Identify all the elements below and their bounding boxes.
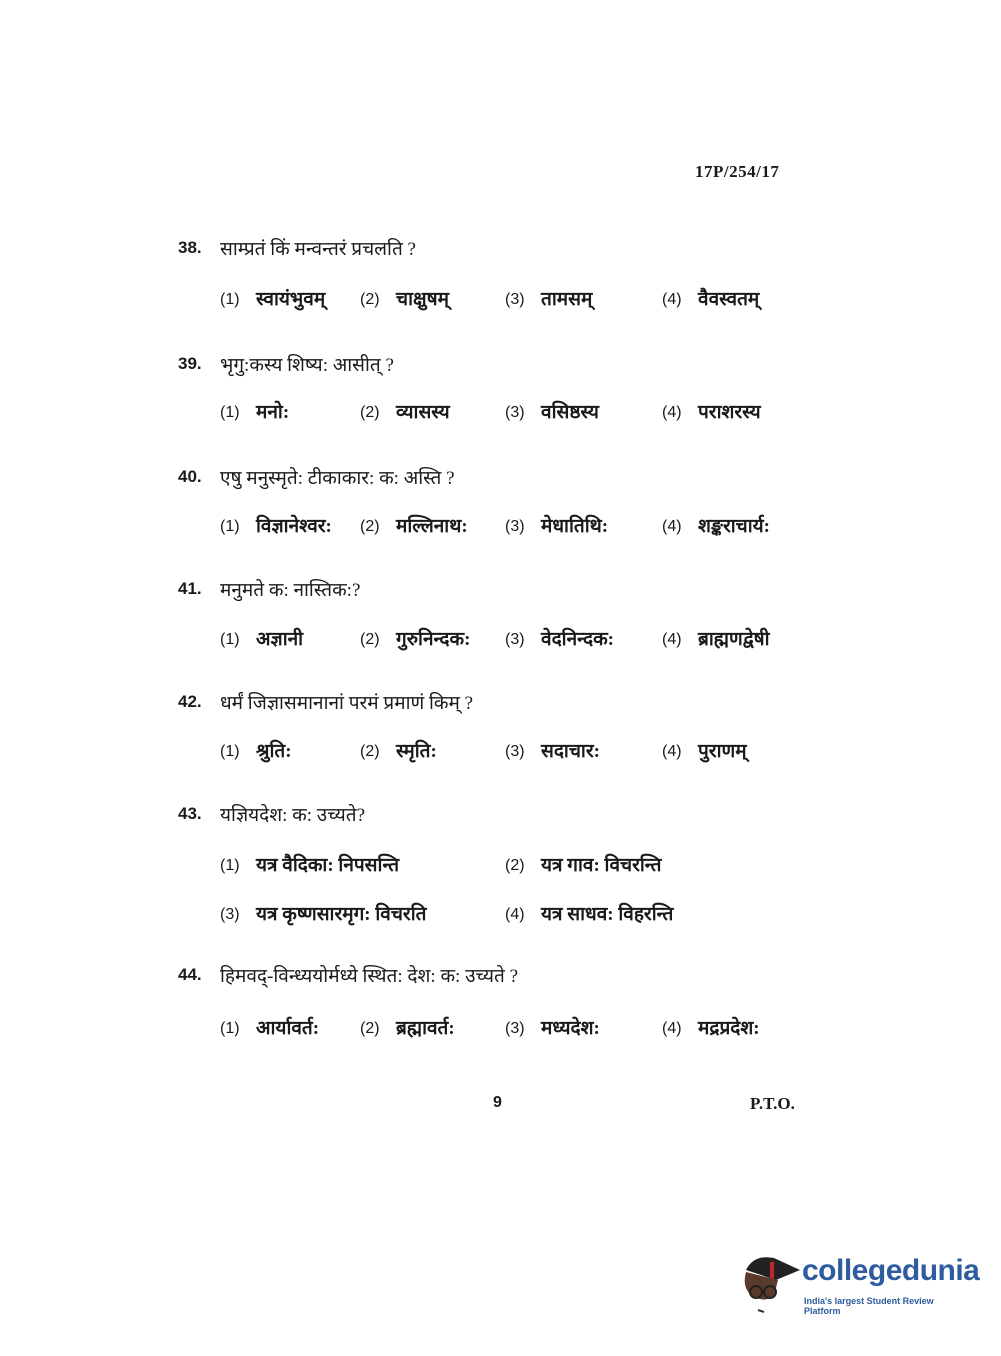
option-text: स्वायंभुवम् [256, 289, 326, 310]
option-text: पराशरस्य [698, 402, 761, 423]
option-text: मध्यदेश: [541, 1018, 600, 1039]
option-text: वैवस्वतम् [698, 289, 760, 310]
option-number: (2) [360, 743, 380, 760]
option-text: मल्लिनाथ: [396, 516, 468, 537]
option-text: यत्र कृष्णसारमृग: विचरति [256, 904, 427, 925]
option-number: (1) [220, 518, 240, 535]
brand-name: collegedunia [802, 1254, 980, 1287]
option [505, 401, 599, 423]
option-number: (1) [220, 631, 240, 648]
option [505, 288, 593, 310]
question-number: 39. [178, 354, 202, 373]
option [220, 740, 292, 762]
option [220, 903, 427, 925]
question-text: भृगु:कस्य शिष्य: आसीत् ? [220, 355, 394, 376]
option [662, 740, 747, 762]
option-text: वसिष्ठस्य [541, 402, 599, 423]
option-number: (4) [662, 404, 682, 421]
option-number: (2) [360, 404, 380, 421]
question-number: 41. [178, 579, 202, 598]
option-number: (2) [360, 631, 380, 648]
question-number: 43. [178, 804, 202, 823]
page-number: 9 [493, 1094, 502, 1111]
option [505, 740, 600, 762]
option-number: (4) [505, 906, 525, 923]
question-text: धर्मं जिज्ञासमानानां परमं प्रमाणं किम् ? [220, 693, 474, 714]
question-text: साम्प्रतं किं मन्वन्तरं प्रचलति ? [220, 239, 416, 260]
question-text: यज्ञियदेश: क: उच्यते? [220, 805, 366, 826]
option [662, 1017, 760, 1039]
question-text: हिमवद्-विन्ध्ययोर्मध्ये स्थित: देश: क: उच्यते ? [220, 966, 519, 987]
option [360, 401, 450, 423]
option [360, 1017, 455, 1039]
option [360, 288, 449, 310]
option [662, 515, 770, 537]
option-number: (4) [662, 743, 682, 760]
option-number: (4) [662, 631, 682, 648]
option [505, 1017, 600, 1039]
option-text: ब्राह्मणद्वेषी [698, 629, 770, 650]
option-number: (1) [220, 1020, 240, 1037]
option [360, 628, 471, 650]
option-text: श्रुति: [256, 741, 292, 762]
option [220, 628, 304, 650]
option [360, 740, 437, 762]
option-number: (4) [662, 518, 682, 535]
option-text: मेधातिथि: [541, 516, 609, 537]
option-number: (3) [505, 404, 525, 421]
option-text: मद्रप्रदेश: [698, 1018, 760, 1039]
option-number: (3) [220, 906, 240, 923]
option-number: (4) [662, 1020, 682, 1037]
option-number: (1) [220, 857, 240, 874]
option-text: विज्ञानेश्वर: [256, 516, 332, 537]
question-text: मनुमते क: नास्तिक:? [220, 580, 361, 601]
question-number: 42. [178, 692, 202, 711]
option-number: (1) [220, 291, 240, 308]
option-text: सदाचार: [541, 741, 600, 762]
option [220, 288, 326, 310]
option-text: यत्र गाव: विचरन्ति [541, 855, 662, 876]
collegedunia-watermark [740, 1250, 980, 1320]
option-text: शङ्कराचार्य: [698, 516, 770, 537]
option [220, 515, 332, 537]
option-text: ब्रह्मावर्त: [396, 1018, 455, 1039]
option [505, 628, 614, 650]
paper-code: 17P/254/17 [695, 162, 780, 181]
option-text: वेदनिन्दक: [541, 629, 614, 650]
option [505, 854, 662, 876]
question-number: 40. [178, 467, 202, 486]
option-number: (4) [662, 291, 682, 308]
option-number: (3) [505, 518, 525, 535]
option-number: (3) [505, 743, 525, 760]
question-number: 44. [178, 965, 202, 984]
option-text: पुराणम् [698, 741, 747, 762]
option-number: (2) [360, 291, 380, 308]
option [220, 401, 290, 423]
option-text: गुरुनिन्दक: [396, 629, 471, 650]
option-text: आर्यावर्त: [256, 1018, 320, 1039]
option [662, 628, 770, 650]
option [360, 515, 468, 537]
brand-tagline: India's largest Student Review Platform [804, 1296, 934, 1316]
option-number: (2) [360, 1020, 380, 1037]
option-number: (3) [505, 291, 525, 308]
option [662, 288, 760, 310]
option-text: चाक्षुषम् [396, 289, 449, 310]
question-number: 38. [178, 238, 202, 257]
option-number: (2) [505, 857, 525, 874]
option-text: तामसम् [541, 289, 593, 310]
option-number: (1) [220, 743, 240, 760]
option-text: यत्र साधव: विहरन्ति [541, 904, 674, 925]
option-text: यत्र वैदिका: निपसन्ति [256, 855, 400, 876]
option [505, 903, 674, 925]
mascot-icon [740, 1250, 802, 1316]
option-number: (1) [220, 404, 240, 421]
option-text: अज्ञानी [256, 629, 304, 650]
pto-label: P.T.O. [750, 1094, 795, 1113]
question-text: एषु मनुस्मृते: टीकाकार: क: अस्ति ? [220, 468, 455, 489]
option-number: (3) [505, 1020, 525, 1037]
option-number: (3) [505, 631, 525, 648]
option [505, 515, 609, 537]
option [220, 1017, 320, 1039]
option-text: व्यासस्य [396, 402, 450, 423]
option-text: स्मृति: [396, 741, 437, 762]
option-text: मनो: [256, 402, 290, 423]
option [662, 401, 761, 423]
option-number: (2) [360, 518, 380, 535]
option [220, 854, 400, 876]
